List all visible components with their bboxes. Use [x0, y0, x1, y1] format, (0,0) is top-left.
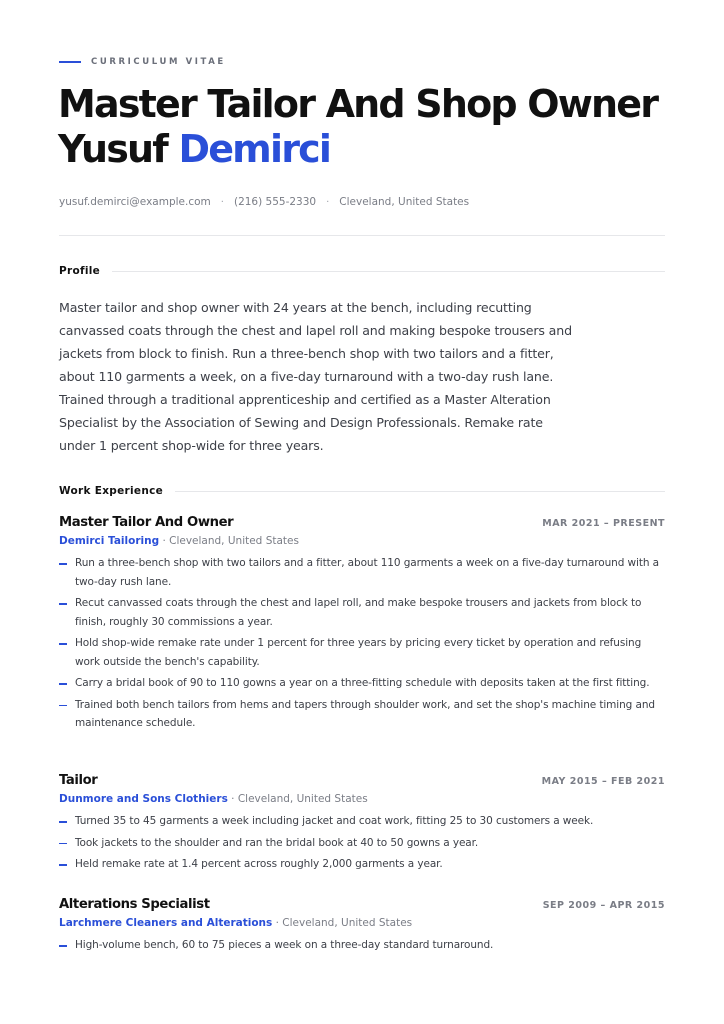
list-item	[59, 554, 665, 591]
job-entry	[59, 515, 665, 736]
job-title: Alterations Specialist	[59, 897, 210, 912]
name-main: Master Tailor And Shop Owner Yusuf	[58, 82, 658, 171]
bullet-text: Run a three-bench shop with two tailors and a fitter, about 110 garments a week on a five-day turnaround with a two-day rush lane.	[75, 557, 659, 588]
job-bullets	[59, 936, 665, 955]
bullet-text: Hold shop-wide remake rate under 1 percent for three years by pricing every ticket by operation and refusing work outside the bench's capability.	[75, 637, 642, 668]
list-item	[59, 855, 665, 874]
list-item	[59, 634, 665, 671]
dash-icon	[59, 643, 67, 645]
dash-icon	[59, 945, 67, 947]
job-org	[59, 917, 665, 929]
job-org	[59, 793, 665, 805]
section-title-profile: Profile	[59, 265, 101, 277]
job-company: Dunmore and Sons Clothiers	[59, 793, 228, 805]
bullet-text: High-volume bench, 60 to 75 pieces a week on a three-day standard turnaround.	[75, 939, 494, 951]
section-divider	[112, 271, 665, 272]
job-location: · Cleveland, United States	[159, 535, 299, 547]
job-title: Tailor	[59, 773, 98, 788]
bullet-text: Took jackets to the shoulder and ran the bridal book at 40 to 50 gowns a year.	[75, 836, 479, 849]
dash-icon	[59, 683, 67, 685]
contact-separator: ·	[326, 196, 330, 208]
section-title-experience: Work Experience	[59, 485, 164, 497]
job-date: MAY 2015 – FEB 2021	[541, 776, 665, 787]
section-profile-header	[59, 265, 665, 277]
list-item	[59, 674, 665, 693]
dash-icon	[59, 843, 67, 845]
bullet-text: Turned 35 to 45 garments a week including jacket and coat work, fitting 25 to 30 customers a week.	[75, 815, 594, 827]
job-title: Master Tailor And Owner	[59, 515, 234, 530]
contact-line	[59, 196, 469, 208]
bullet-text: Trained both bench tailors from hems and tapers through shoulder work, and set the shop's machine timing and maintenance schedule.	[75, 698, 655, 729]
header-divider	[59, 235, 665, 236]
list-item	[59, 594, 665, 631]
job-date: MAR 2021 – PRESENT	[542, 518, 665, 529]
job-company: Demirci Tailoring	[59, 535, 160, 547]
contact-separator: ·	[220, 196, 224, 208]
dash-icon	[59, 705, 67, 707]
bullet-text: Carry a bridal book of 90 to 110 gowns a year on a three-fitting schedule with deposits taken at the first fitting.	[75, 677, 650, 689]
dash-icon	[59, 864, 67, 866]
job-location: · Cleveland, United States	[272, 917, 413, 929]
eyebrow-text: CURRICULUM VITAE	[91, 57, 226, 67]
list-item	[59, 834, 665, 853]
job-entry	[59, 897, 665, 958]
job-location: · Cleveland, United States	[227, 793, 368, 805]
list-item	[59, 812, 665, 831]
job-org	[59, 535, 665, 547]
job-bullets	[59, 554, 665, 733]
list-item	[59, 936, 665, 955]
list-item	[59, 696, 665, 733]
eyebrow-accent-line	[59, 61, 81, 63]
name-accent: Demirci	[178, 127, 331, 171]
profile-summary: Master tailor and shop owner with 24 years at the bench, including recutting canvassed coats through the chest and lapel roll and making bespoke trousers and jackets from block to finish. Run a three-bench shop with two tailors and a fitter, about 110 garments a week, on a five-day turnaround with a two-day rush lane. Trained through a traditional apprenticeship and certified as a Master Alteration Specialist by the Association of Sewing and Design Professionals. Remake rate under 1 percent shop-wide for three years.	[59, 300, 572, 453]
job-bullets	[59, 812, 665, 874]
contact-email[interactable]: yusuf.demirci@example.com	[59, 196, 211, 208]
page-title	[58, 82, 678, 172]
bullet-text: Recut canvassed coats through the chest and lapel roll, and make bespoke trousers and jackets from block to finish, roughly 30 commissions a year.	[75, 597, 642, 628]
section-experience-header	[59, 485, 665, 497]
contact-phone[interactable]: (216) 555-2330	[233, 196, 317, 208]
contact-location: Cleveland, United States	[339, 196, 470, 208]
dash-icon	[59, 563, 67, 565]
eyebrow	[59, 57, 226, 67]
job-entry	[59, 773, 665, 877]
job-company: Larchmere Cleaners and Alterations	[59, 917, 273, 929]
job-date: SEP 2009 – APR 2015	[542, 900, 665, 911]
bullet-text: Held remake rate at 1.4 percent across roughly 2,000 garments a year.	[75, 858, 443, 870]
dash-icon	[59, 821, 67, 823]
dash-icon	[59, 603, 67, 605]
section-divider	[175, 491, 665, 492]
